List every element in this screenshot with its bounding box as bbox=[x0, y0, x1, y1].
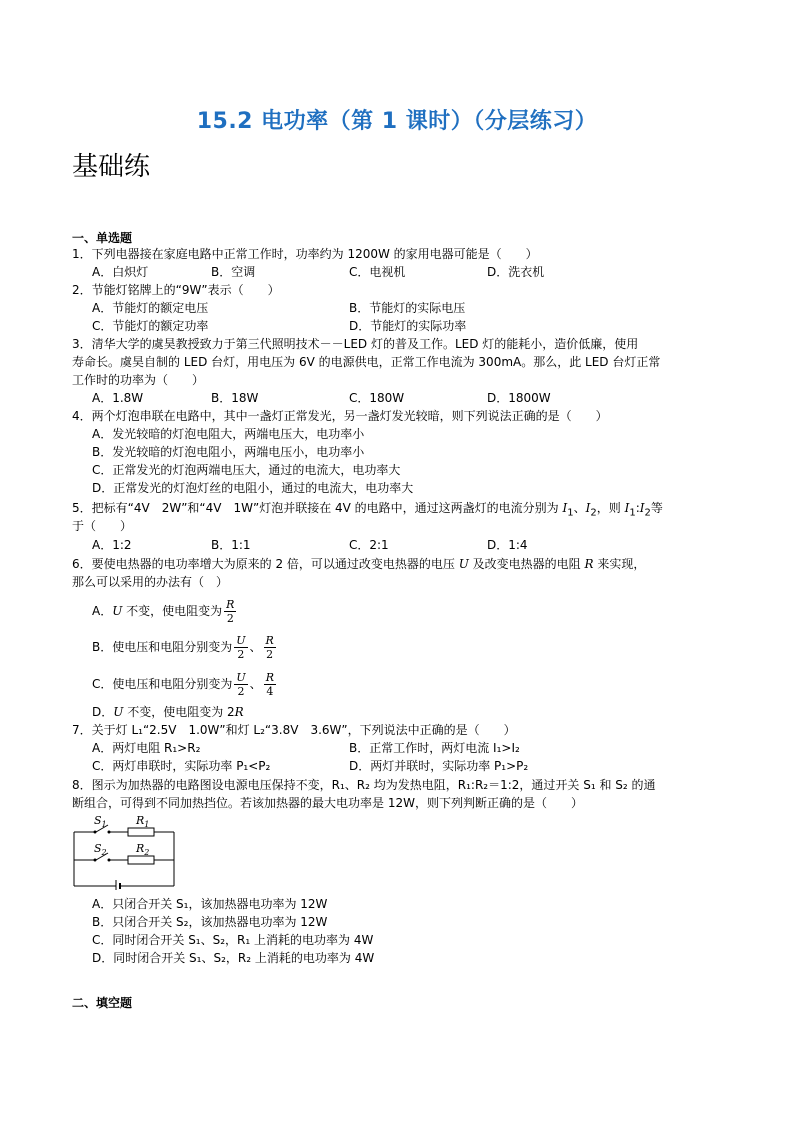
question-4-stem: 4．两个灯泡串联在电路中，其中一盏灯正常发光，另一盏灯发光较暗，则下列说法正确的是（ ） bbox=[72, 409, 608, 423]
q3-option-a: A．1.8W bbox=[92, 391, 144, 405]
question-6-line-1 bbox=[72, 555, 645, 573]
q5-option-b: B．1:1 bbox=[211, 538, 251, 552]
q6-text-b: 及改变电热器的电阻 bbox=[468, 557, 585, 571]
question-3-line-3: 工作时的功率为（ ） bbox=[72, 373, 205, 387]
frac-num: U bbox=[236, 671, 246, 684]
q6-text-a: 6．要使电热器的电功率增大为原来的 2 倍，可以通过改变电热器的电压 bbox=[72, 557, 459, 571]
q1-option-d: D．洗衣机 bbox=[487, 265, 545, 279]
q7-option-c: C．两灯串联时，实际功率 P₁<P₂ bbox=[92, 759, 271, 773]
q5-text-b: ，则 bbox=[596, 501, 625, 515]
q3-option-c: C．180W bbox=[349, 391, 405, 405]
section-fill-in: 二、填空题 bbox=[72, 996, 133, 1010]
q5-var-i: I bbox=[639, 501, 645, 515]
q6-a-text: 不变，使电阻变为 bbox=[122, 604, 223, 618]
q6-var-u: U bbox=[112, 604, 123, 618]
q5-sep: 、 bbox=[573, 501, 586, 515]
label-r2: $R_2$ bbox=[136, 842, 150, 857]
frac-den: 2 bbox=[226, 612, 234, 625]
resistor-r1 bbox=[128, 828, 154, 836]
q1-option-b: B．空调 bbox=[211, 265, 256, 279]
q8-option-c: C．同时闭合开关 S₁、S₂，R₁ 上消耗的电功率为 4W bbox=[92, 933, 374, 947]
question-2-stem: 2．节能灯铭牌上的“9W”表示（ ） bbox=[72, 283, 280, 297]
question-3-line-1: 3．清华大学的虞昊教授致力于第三代照明技术－－LED 灯的普及工作。LED 灯的能耗小，造价低廉，使用 bbox=[72, 337, 639, 351]
frac-num: R bbox=[265, 671, 274, 684]
q5-sub: 2 bbox=[590, 507, 597, 519]
q2-option-a: A．节能灯的额定电压 bbox=[92, 301, 209, 315]
q5-option-a: A．1:2 bbox=[92, 538, 132, 552]
q8-option-a: A．只闭合开关 S₁，该加热器电功率为 12W bbox=[92, 897, 328, 911]
question-8-line-2: 断组合，可得到不同加热挡位。若该加热器的最大电功率是 12W，则下列判断正确的是（ ） bbox=[72, 796, 583, 810]
frac-den: 4 bbox=[266, 685, 274, 698]
q2-option-b: B．节能灯的实际电压 bbox=[349, 301, 466, 315]
q6-option-c bbox=[92, 671, 278, 698]
q6-text-c: 来实现， bbox=[593, 557, 646, 571]
q6-a-label: A． bbox=[92, 604, 113, 618]
q4-option-d: D．正常发光的灯泡灯丝的电阻小，通过的电流大，电功率大 bbox=[92, 481, 414, 495]
q6-comma: 、 bbox=[249, 677, 262, 691]
q1-option-c: C．电视机 bbox=[349, 265, 406, 279]
fraction-r-over-4 bbox=[264, 671, 276, 698]
label-r1: $R_1$ bbox=[136, 814, 150, 829]
q5-var-i: I bbox=[562, 501, 568, 515]
frac-den: 2 bbox=[237, 648, 245, 661]
q6-var-r: R bbox=[584, 557, 594, 571]
fraction-u-over-2 bbox=[234, 634, 247, 661]
frac-num: R bbox=[265, 634, 274, 647]
section-heading-basic: 基础练 bbox=[72, 152, 151, 182]
q6-d-text: 不变，使电阻变为 2 bbox=[123, 705, 235, 719]
question-1-stem: 1．下列电器接在家庭电路中正常工作时，功率约为 1200W 的家用电器可能是（ ） bbox=[72, 247, 538, 261]
q5-sub: 2 bbox=[644, 507, 651, 519]
q5-sub: 1 bbox=[629, 507, 636, 519]
q5-text-end: 等 bbox=[650, 501, 663, 515]
question-3-line-2: 寿命长。虞昊自制的 LED 台灯，用电压为 6V 的电源供电，正常工作电流为 300mA。那么，此 LED 台灯正常 bbox=[72, 355, 661, 369]
q7-option-d: D．两灯并联时，实际功率 P₁>P₂ bbox=[349, 759, 529, 773]
fraction-u-over-2 bbox=[234, 671, 247, 698]
q6-option-a bbox=[92, 598, 238, 625]
question-5-line-1 bbox=[72, 499, 663, 522]
q6-var-r: R bbox=[234, 705, 244, 719]
label-s2: $S_2$ bbox=[94, 842, 107, 857]
q6-option-b bbox=[92, 634, 278, 661]
q6-comma: 、 bbox=[249, 640, 262, 654]
q4-option-a: A．发光较暗的灯泡电阻大，两端电压大，电功率小 bbox=[92, 427, 365, 441]
q5-var-i: I bbox=[585, 501, 591, 515]
q6-option-d bbox=[92, 703, 244, 721]
frac-num: U bbox=[236, 634, 246, 647]
page-title: 15.2 电功率（第 1 课时）（分层练习） bbox=[196, 109, 598, 134]
q6-c-label: C．使电压和电阻分别变为 bbox=[92, 677, 233, 691]
q6-var-u: U bbox=[458, 557, 469, 571]
switch-s1-pivot bbox=[94, 831, 97, 834]
q5-var-i: I bbox=[624, 501, 630, 515]
q4-option-c: C．正常发光的灯泡两端电压大，通过的电流大，电功率大 bbox=[92, 463, 401, 477]
circuit-diagram bbox=[70, 810, 180, 890]
q4-option-b: B．发光较暗的灯泡电阻小，两端电压小，电功率小 bbox=[92, 445, 365, 459]
q1-option-a: A．白炽灯 bbox=[92, 265, 149, 279]
q6-b-label: B．使电压和电阻分别变为 bbox=[92, 640, 233, 654]
q5-sub: 1 bbox=[567, 507, 574, 519]
switch-s2-pivot bbox=[94, 859, 97, 862]
label-s1: $S_1$ bbox=[94, 814, 107, 829]
frac-den: 2 bbox=[237, 685, 245, 698]
question-6-line-2: 那么可以采用的办法有（ ） bbox=[72, 575, 229, 589]
switch-s1-contact bbox=[108, 831, 111, 834]
q3-option-b: B．18W bbox=[211, 391, 259, 405]
section-single-choice: 一、单选题 bbox=[72, 231, 133, 245]
q5-text-a: 5．把标有“4V 2W”和“4V 1W”灯泡并联接在 4V 的电路中，通过这两盏灯的电流分别为 bbox=[72, 501, 563, 515]
fraction-r-over-2 bbox=[264, 634, 276, 661]
switch-s2-contact bbox=[108, 859, 111, 862]
question-5-line-2: 于（ ） bbox=[72, 519, 133, 533]
q8-option-b: B．只闭合开关 S₂，该加热器电功率为 12W bbox=[92, 915, 328, 929]
q5-option-d: D．1:4 bbox=[487, 538, 528, 552]
question-8-line-1: 8．图示为加热器的电路图设电源电压保持不变，R₁、R₂ 均为发热电阻，R₁:R₂＝1:2，通过开关 S₁ 和 S₂ 的通 bbox=[72, 778, 656, 792]
q6-d-label: D． bbox=[92, 705, 114, 719]
q2-option-c: C．节能灯的额定功率 bbox=[92, 319, 209, 333]
resistor-r2 bbox=[128, 856, 154, 864]
fraction-r-over-2 bbox=[224, 598, 236, 625]
q7-option-a: A．两灯电阻 R₁>R₂ bbox=[92, 741, 201, 755]
question-7-stem: 7．关于灯 L₁“2.5V 1.0W”和灯 L₂“3.8V 3.6W”，下列说法中正确的是（ ） bbox=[72, 723, 516, 737]
q7-option-b: B．正常工作时，两灯电流 I₁>I₂ bbox=[349, 741, 520, 755]
q3-option-d: D．1800W bbox=[487, 391, 551, 405]
frac-den: 2 bbox=[266, 648, 274, 661]
frac-num: R bbox=[226, 598, 235, 611]
q8-option-d: D．同时闭合开关 S₁、S₂，R₂ 上消耗的电功率为 4W bbox=[92, 951, 375, 965]
q6-var-u: U bbox=[113, 705, 124, 719]
q2-option-d: D．节能灯的实际功率 bbox=[349, 319, 467, 333]
q5-option-c: C．2:1 bbox=[349, 538, 389, 552]
q5-colon: : bbox=[635, 501, 640, 515]
